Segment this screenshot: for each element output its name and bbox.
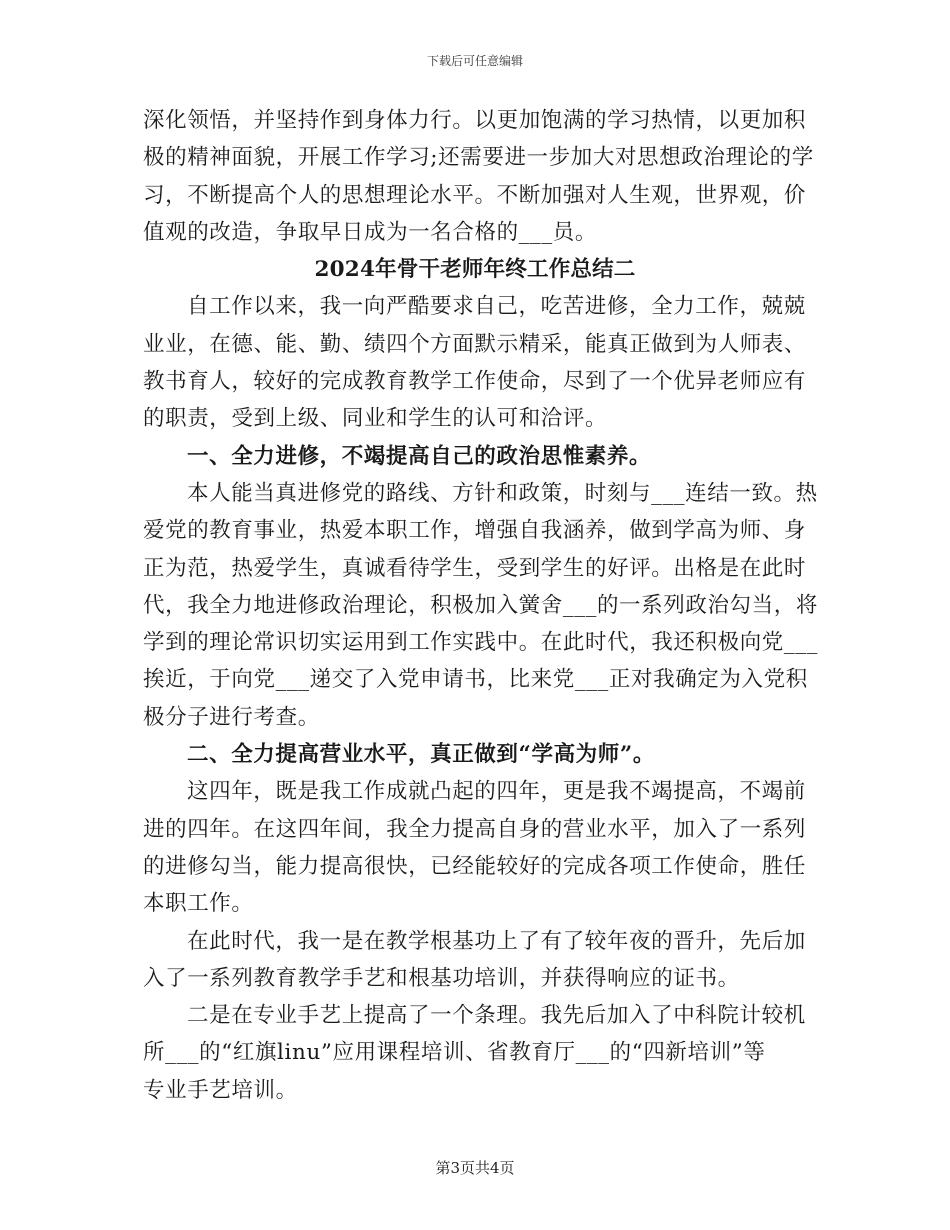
text-line: 极的精神面貌，开展工作学习;还需要进一步加大对思想政治理论的学 bbox=[143, 145, 814, 171]
text-line: 入了一系列教育教学手艺和根基功培训，并获得响应的证书。 bbox=[143, 965, 740, 991]
text-line: 习，不断提高个人的思想理论水平。不断加强对人生观，世界观，价 bbox=[143, 182, 807, 208]
text-line: 的进修勾当，能力提高很快，已经能较好的完成各项工作使命，胜任 bbox=[143, 853, 807, 879]
text-line: 代，我全力地进修政治理论，积极加入黉舍___的一系列政治勾当，将 bbox=[143, 592, 818, 618]
paragraph-first-line: 自工作以来，我一向严酷要求自己，吃苦进修，全力工作，兢兢 bbox=[187, 294, 806, 320]
text-line: 本职工作。 bbox=[143, 891, 254, 917]
text-line: 挨近，于向党___递交了入党申请书，比来党___正对我确定为入党积 bbox=[143, 667, 808, 693]
text-line: 极分子进行考查。 bbox=[143, 704, 320, 730]
subheading-one: 一、全力进修，不竭提高自己的政治思惟素养。 bbox=[187, 443, 652, 469]
section-title: 2024年骨干老师年终工作总结二 bbox=[314, 257, 636, 283]
text-line: 业业，在德、能、勤、绩四个方面默示精采，能真正做到为人师表、 bbox=[143, 331, 807, 357]
paragraph-first-line: 在此时代，我一是在教学根基功上了有了较年夜的晋升，先后加 bbox=[187, 928, 806, 954]
text-line: 正为范，热爱学生，真诚看待学生，受到学生的好评。出格是在此时 bbox=[143, 555, 807, 581]
paragraph-first-line: 本人能当真进修党的路线、方针和政策，时刻与___连结一致。热 bbox=[187, 480, 818, 506]
paragraph-first-line: 二是在专业手艺上提高了一个条理。我先后加入了中科院计较机 bbox=[187, 1003, 806, 1029]
document-body bbox=[143, 102, 818, 1109]
page-header: 下载后可任意编辑 bbox=[426, 54, 523, 68]
text-line: 所___的“红旗linu”应用课程培训、省教育厅___的“四新培训”等 bbox=[143, 1040, 766, 1066]
text-line: 专业手艺培训。 bbox=[143, 1077, 298, 1103]
text-line: 教书育人，较好的完成教育教学工作使命，尽到了一个优异老师应有 bbox=[143, 369, 807, 395]
paragraph-first-line: 这四年，既是我工作成就凸起的四年，更是我不竭提高，不竭前 bbox=[187, 779, 806, 805]
text-line: 深化领悟，并坚持作到身体力行。以更加饱满的学习热情，以更加积 bbox=[143, 108, 807, 133]
text-line: 进的四年。在这四年间，我全力提高自身的营业水平，加入了一系列 bbox=[143, 816, 807, 842]
text-line: 爱党的教育事业，热爱本职工作，增强自我涵养，做到学高为师、身 bbox=[143, 518, 807, 544]
text-line: 值观的改造，争取早日成为一名合格的___员。 bbox=[143, 219, 597, 245]
text-line: 学到的理论常识切实运用到工作实践中。在此时代，我还积极向党___ bbox=[143, 630, 818, 656]
page-footer: 第3页共4页 bbox=[435, 1159, 515, 1177]
subheading-two: 二、全力提高营业水平，真正做到“学高为师”。 bbox=[187, 742, 655, 768]
text-line: 的职责，受到上级、同业和学生的认可和洽评。 bbox=[143, 406, 608, 432]
